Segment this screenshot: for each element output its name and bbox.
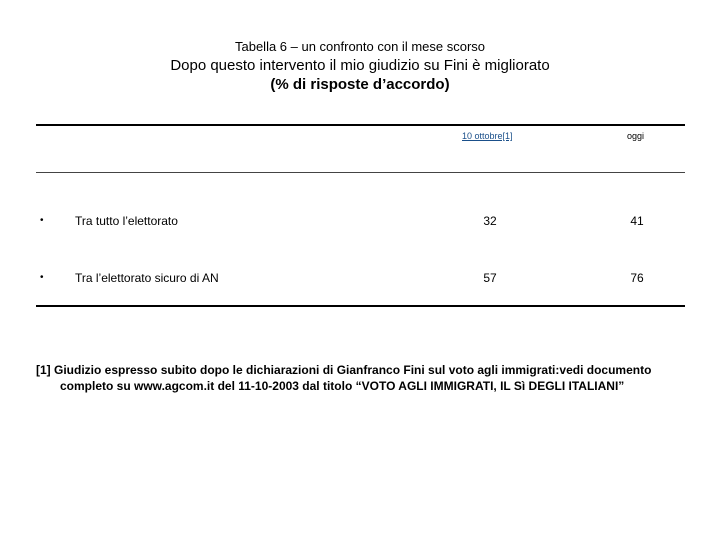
row-label-tutto-elettorato: Tra tutto l’elettorato xyxy=(75,214,178,228)
cell-oggi-tutto: 41 xyxy=(630,214,644,228)
cell-10-ottobre-tutto: 32 xyxy=(483,214,497,228)
title-block xyxy=(0,38,720,94)
footnote-line-2: completo su www.agcom.it del 11-10-2003 dal titolo “VOTO AGLI IMMIGRATI, IL Sì DEGLI ITALIANI” xyxy=(60,379,625,393)
bullet-icon: • xyxy=(40,215,44,226)
cell-oggi-an: 76 xyxy=(630,271,644,285)
page-subtitle: (% di risposte d’accordo) xyxy=(270,76,450,93)
table-header-rule xyxy=(36,172,685,173)
table-bottom-rule xyxy=(36,305,685,307)
footnote-line-1: [1] Giudizio espresso subito dopo le dichiarazioni di Gianfranco Fini sul voto agli immigrati:vedi documento xyxy=(36,363,652,377)
cell-10-ottobre-an: 57 xyxy=(483,271,497,285)
column-header-10-ottobre[interactable]: 10 ottobre[1] xyxy=(462,131,513,141)
table-caption: Tabella 6 – un confronto con il mese scorso xyxy=(234,39,486,54)
table-top-rule xyxy=(36,124,685,126)
bullet-icon: • xyxy=(40,272,44,283)
column-header-oggi: oggi xyxy=(627,131,645,141)
footnote xyxy=(36,362,686,394)
row-label-elettorato-an: Tra l’elettorato sicuro di AN xyxy=(75,271,219,285)
page-title: Dopo questo intervento il mio giudizio su Fini è migliorato xyxy=(170,57,550,74)
